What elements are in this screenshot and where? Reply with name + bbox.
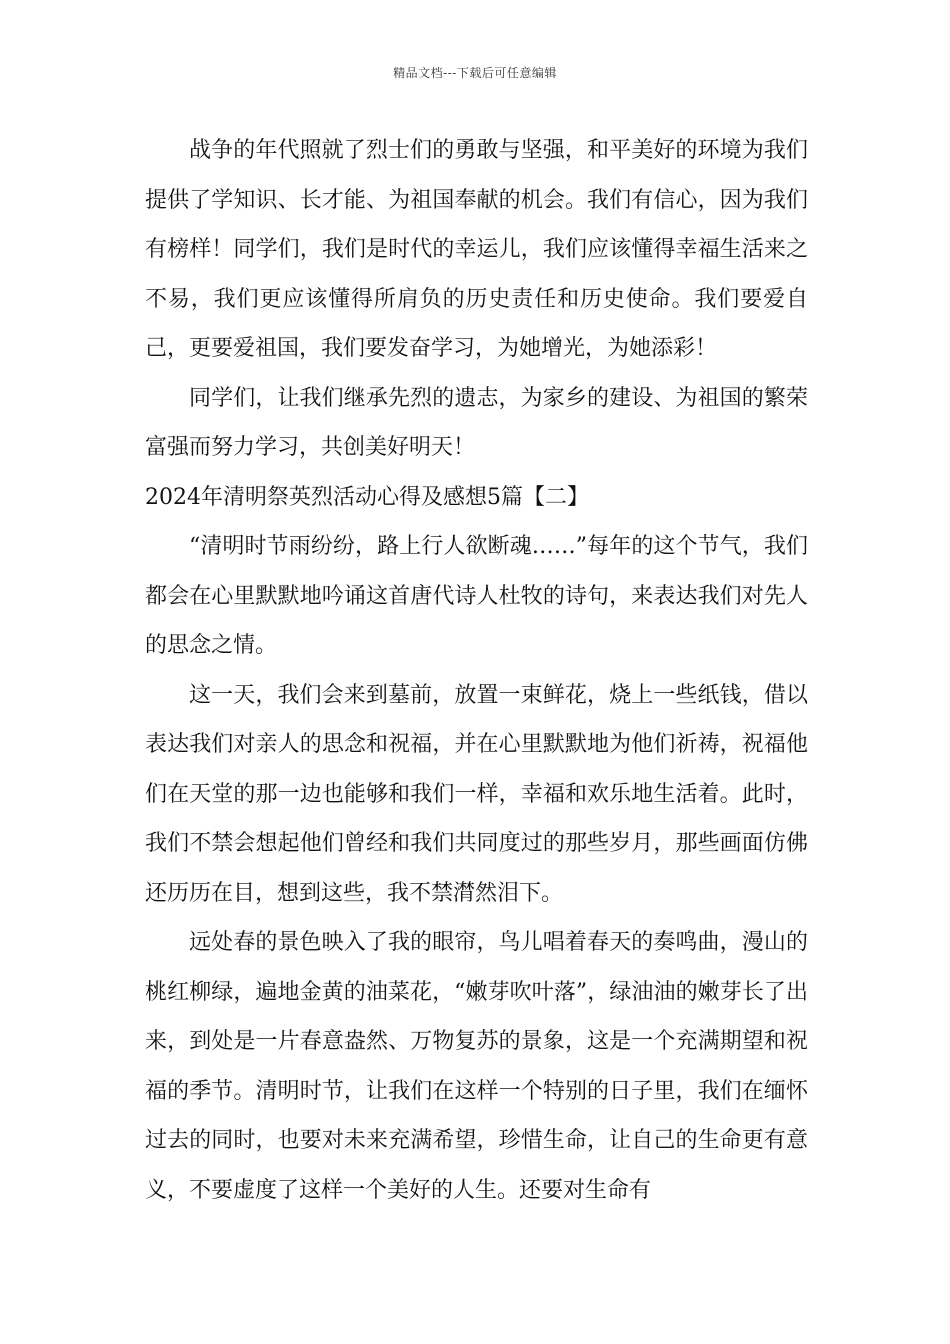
- page-header: 精品文档---下载后可任意编辑: [393, 66, 557, 80]
- paragraph-2: 同学们，让我们继承先烈的遗志，为家乡的建设、为祖国的繁荣富强而努力学习，共创美好明天！: [145, 385, 808, 460]
- paragraph-4: 这一天，我们会来到墓前，放置一束鲜花，烧上一些纸钱，借以表达我们对亲人的思念和祝福，并在心里默默地为他们祈祷，祝福他们在天堂的那一边也能够和我们一样，幸福和欢乐地生活着。此时，我们不禁会想起他们曾经和我们共同度过的那些岁月，那些画面仿佛还历历在目，想到这些，我不禁潸然泪下。: [145, 682, 808, 906]
- document-body: [145, 126, 808, 1215]
- paragraph-5: 远处春的景色映入了我的眼帘，鸟儿唱着春天的奏鸣曲，漫山的桃红柳绿，遍地金黄的油菜花，“嫩芽吹叶落”，绿油油的嫩芽长了出来，到处是一片春意盎然、万物复苏的景象，这是一个充满期望和祝福的季节。清明时节，让我们在这样一个特别的日子里，我们在缅怀过去的同时，也要对未来充满希望，珍惜生命，让自己的生命更有意义，不要虚度了这样一个美好的人生。还要对生命有: [145, 930, 808, 1203]
- paragraph-1: 战争的年代照就了烈士们的勇敢与坚强，和平美好的环境为我们提供了学知识、长才能、为祖国奉献的机会。我们有信心，因为我们有榜样！同学们，我们是时代的幸运儿，我们应该懂得幸福生活来之不易，我们更应该懂得所肩负的历史责任和历史使命。我们要爱自己，更要爱祖国，我们要发奋学习，为她增光，为她添彩！: [145, 138, 808, 361]
- section-heading: 2024年清明祭英烈活动心得及感想5篇【二】: [145, 484, 589, 510]
- paragraph-3: “清明时节雨纷纷，路上行人欲断魂……”每年的这个节气，我们都会在心里默默地吟诵这首唐代诗人杜牧的诗句，来表达我们对先人的思念之情。: [145, 534, 808, 658]
